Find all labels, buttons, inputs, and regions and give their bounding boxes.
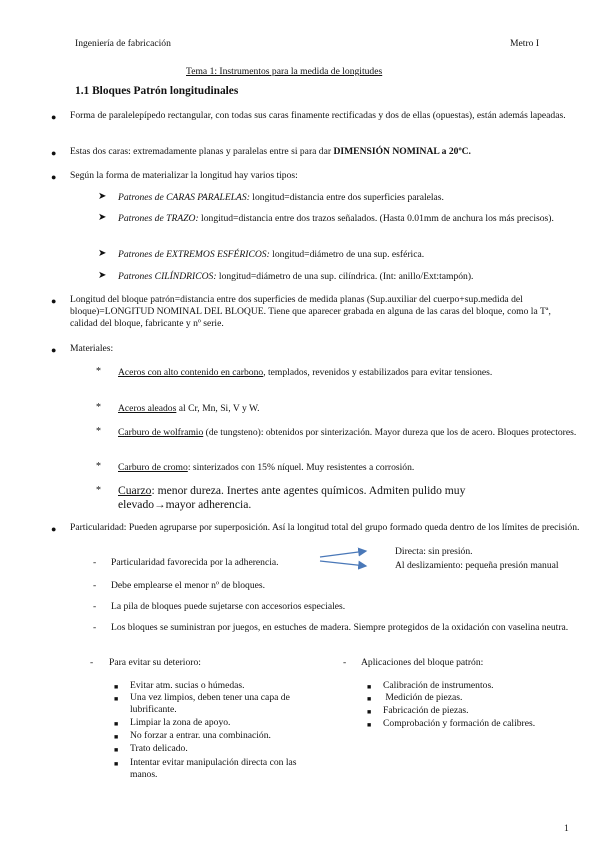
- bullet-longitud: Longitud del bloque patrón=distancia entre dos superficies de medida planas (Sup.auxiliar del cuerpo+sup.medida del bloque)=LONGITUD NOMINAL DEL BLOQUE. Tiene que aparecer grabada en alguna de las caras del bloque, como la Tª, calidad del bloque, fabricante y nº serie.: [70, 294, 551, 329]
- header-left: Ingeniería de fabricación: [75, 38, 171, 49]
- branch-arrows: [318, 545, 392, 573]
- bullet-tipos: Según la forma de materializar la longitud hay varios tipos:: [70, 170, 298, 181]
- square-bullet-icon: ■: [114, 683, 119, 691]
- deterioro-item: Intentar evitar manipulación directa con las manos.: [130, 757, 297, 780]
- tipo-item: Patrones CILÍNDRICOS: longitud=diámetro de una sup. cilíndrica. (Int: anillo/Ext:tampón).: [118, 271, 474, 282]
- deterioro-item: Una vez limpios, deben tener una capa de lubrificante.: [130, 692, 290, 715]
- tipo-item: Patrones de TRAZO: longitud=distancia entre dos trazos señalados. (Hasta 0.01mm de anchura los más precisos).: [118, 213, 554, 224]
- bullet-materiales: Materiales:: [70, 343, 114, 354]
- square-bullet-icon: ■: [114, 695, 119, 703]
- section-title: 1.1 Bloques Patrón longitudinales: [75, 85, 239, 97]
- aplicacion-item: Comprobación y formación de calibres.: [383, 718, 536, 729]
- square-bullet-icon: ■: [367, 683, 372, 691]
- arrow-bullet-icon: ➤: [98, 270, 107, 281]
- dash-marker: -: [93, 601, 97, 612]
- dash-marker: -: [93, 557, 97, 568]
- deterioro-item: Evitar atm. sucias o húmedas.: [130, 680, 245, 691]
- square-bullet-icon: ■: [114, 746, 119, 754]
- arrow-bullet-icon: ➤: [98, 212, 107, 223]
- bullet-icon: ●: [51, 345, 57, 355]
- arrow-bullet-icon: ➤: [98, 191, 107, 202]
- bullet-icon: ●: [51, 524, 57, 534]
- dash-marker: -: [93, 622, 97, 633]
- juegos-text: Los bloques se suministran por juegos, en estuches de madera. Siempre protegidos de la oxidación con vaselina neutra.: [111, 622, 569, 633]
- header-right: Metro I: [510, 38, 540, 49]
- square-bullet-icon: ■: [114, 733, 119, 741]
- aplicaciones-title: Aplicaciones del bloque patrón:: [361, 657, 484, 668]
- aplicacion-item: Calibración de instrumentos.: [383, 680, 494, 691]
- page-number: 1: [564, 823, 569, 834]
- material-item: Carburo de cromo: sinterizados con 15% níquel. Muy resistentes a corrosión.: [118, 462, 415, 473]
- deterioro-item: No forzar a entrar. una combinación.: [130, 730, 271, 741]
- menor-text: Debe emplearse el menor nº de bloques.: [111, 580, 266, 591]
- deterioro-item: Limpiar la zona de apoyo.: [130, 717, 231, 728]
- material-item: Aceros con alto contenido en carbono, templados, revenidos y estabilizados para evitar tensiones.: [118, 367, 493, 378]
- adherencia-text: Particularidad favorecida por la adherencia.: [111, 557, 279, 568]
- pila-text: La pila de bloques puede sujetarse con accesorios especiales.: [111, 601, 346, 612]
- arrow-bullet-icon: ➤: [98, 248, 107, 259]
- dash-marker: -: [343, 657, 347, 668]
- bullet-particularidad: Particularidad: Pueden agruparse por superposición. Así la longitud total del grupo formado queda dentro de los límites de precisión.: [70, 522, 580, 533]
- material-item: Cuarzo: menor dureza. Inertes ante agentes químicos. Admiten pulido muy elevado→mayor adherencia.: [118, 484, 466, 511]
- dash-marker: -: [90, 657, 94, 668]
- bullet-icon: ●: [51, 112, 57, 122]
- material-item: Aceros aleados al Cr, Mn, Si, V y W.: [118, 403, 260, 414]
- square-bullet-icon: ■: [367, 708, 372, 716]
- arrow-icon: [320, 561, 366, 566]
- square-bullet-icon: ■: [114, 720, 119, 728]
- star-bullet-icon: *: [96, 485, 101, 496]
- aplicacion-item: Medición de piezas.: [383, 692, 463, 703]
- bullet-caras: Estas dos caras: extremadamente planas y paralelas entre si para dar DIMENSIÓN NOMINAL a 20ºC.: [70, 146, 471, 157]
- star-bullet-icon: *: [96, 461, 101, 472]
- square-bullet-icon: ■: [367, 695, 372, 703]
- square-bullet-icon: ■: [367, 721, 372, 729]
- material-item: Carburo de wolframio (de tungsteno): obtenidos por sinterización. Mayor dureza que los de acero. Bloques protectores.: [118, 427, 577, 438]
- tipo-item: Patrones de CARAS PARALELAS: longitud=distancia entre dos superficies paralelas.: [118, 192, 444, 203]
- deterioro-title: Para evitar su deterioro:: [109, 657, 201, 668]
- topic-title: Tema 1: Instrumentos para la medida de longitudes: [186, 66, 383, 77]
- star-bullet-icon: *: [96, 366, 101, 377]
- bullet-icon: ●: [51, 172, 57, 182]
- star-bullet-icon: *: [96, 402, 101, 413]
- tipo-item: Patrones de EXTREMOS ESFÉRICOS: longitud=diámetro de una sup. esférica.: [118, 249, 425, 260]
- aplicacion-item: Fabricación de piezas.: [383, 705, 469, 716]
- deslizamiento-text: Al deslizamiento: pequeña presión manual: [395, 560, 559, 571]
- star-bullet-icon: *: [96, 426, 101, 437]
- dash-marker: -: [93, 580, 97, 591]
- bullet-icon: ●: [51, 148, 57, 158]
- arrow-icon: [320, 551, 366, 557]
- bullet-forma: Forma de paralelepípedo rectangular, con todas sus caras finamente rectificadas y dos de ellas (opuestas), están además lapeadas.: [70, 110, 566, 121]
- deterioro-item: Trato delicado.: [130, 743, 188, 754]
- directa-text: Directa: sin presión.: [395, 546, 473, 557]
- bullet-icon: ●: [51, 296, 57, 306]
- square-bullet-icon: ■: [114, 760, 119, 768]
